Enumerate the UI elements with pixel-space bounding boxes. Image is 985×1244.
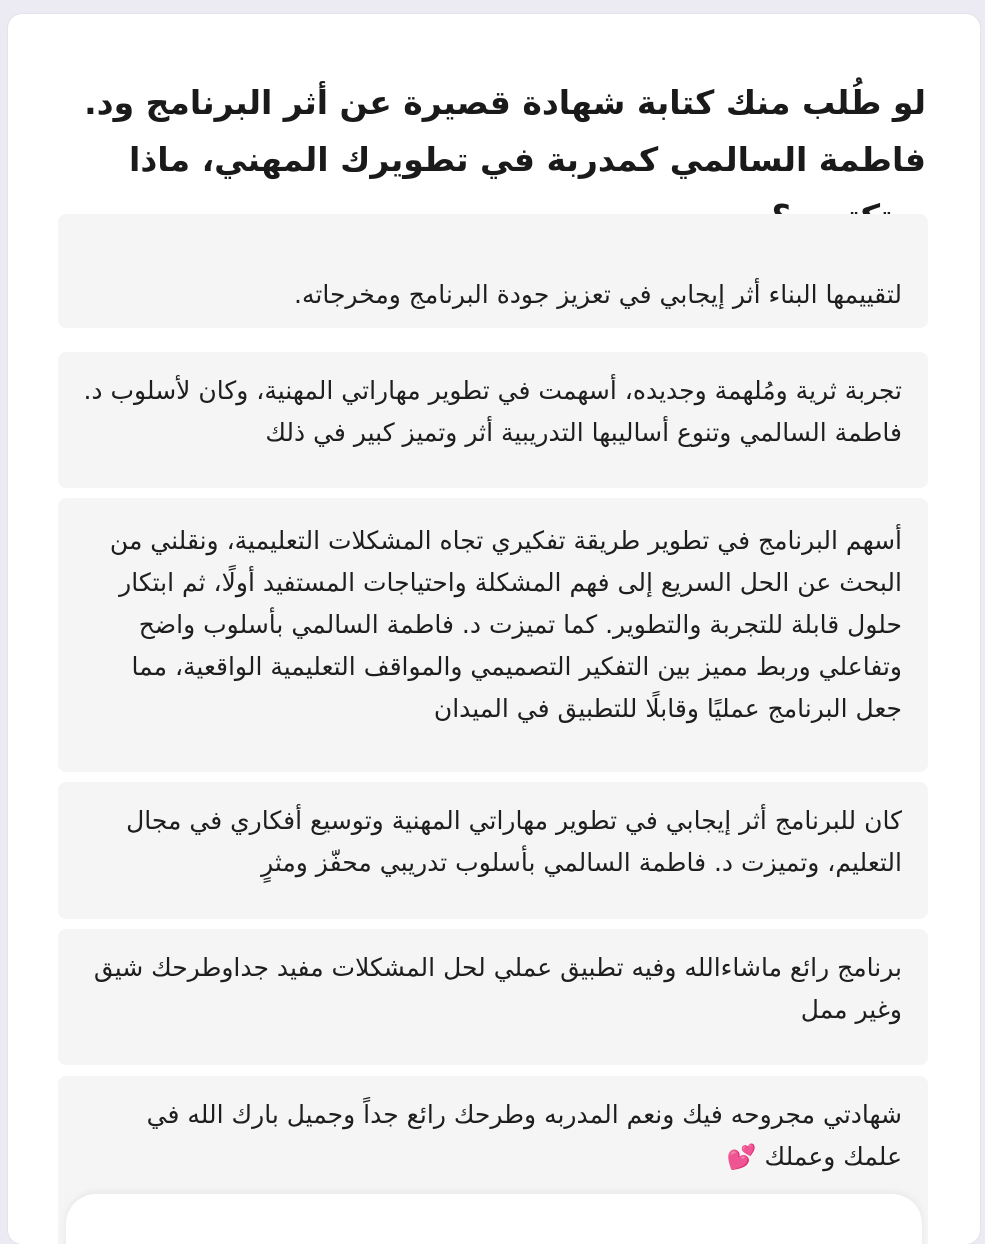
response-text: برنامج رائع ماشاءالله وفيه تطبيق عملي لحل المشكلات مفيد جداوطرحك شيق وغير ممل: [93, 953, 902, 1024]
response-text: تجربة ثرية ومُلهمة وجديده، أسهمت في تطوير مهاراتي المهنية، وكان لأسلوب د. فاطمة السالمي وتنوع أساليبها التدريبية أثر وتميز كبير في ذلك: [83, 376, 902, 447]
response-text: كان للبرنامج أثر إيجابي في تطوير مهاراتي المهنية وتوسيع أفكاري في مجال التعليم، وتميزت د. فاطمة السالمي بأسلوب تدريبي محفّز ومثرٍ: [126, 806, 902, 877]
response-text: لتقييمها البناء أثر إيجابي في تعزيز جودة البرنامج ومخرجاته.: [294, 280, 902, 309]
bottom-input-bar[interactable]: [66, 1194, 922, 1244]
response-item: [58, 782, 928, 919]
response-item: [58, 214, 928, 328]
question-card: [8, 14, 980, 1244]
hearts-emoji-icon: 💕: [726, 1143, 757, 1171]
response-item: [58, 929, 928, 1065]
question-title: لو طُلب منك كتابة شهادة قصيرة عن أثر البرنامج ود. فاطمة السالمي كمدربة في تطويرك المهني، ماذا: [84, 83, 926, 179]
response-text: أسهم البرنامج في تطوير طريقة تفكيري تجاه المشكلات التعليمية، ونقلني من البحث عن الحل السريع إلى فهم المشكلة واحتياجات المستفيد أولًا، ثم ابتكار حلول قابلة للتجربة والتطوير. كما تميزت د. فاطمة السالمي بأسلوب واضح وتفاعلي وربط مميز بين التفكير التصميمي والمواقف التعليمية الواقعية، مما جعل البرنامج عمليًا وقابلًا للتطبيق في الميدان: [109, 526, 902, 723]
response-item: [58, 352, 928, 488]
response-text: شهادتي مجروحه فيك ونعم المدربه وطرحك رائع جداً وجميل بارك الله في علمك وعملك: [146, 1100, 902, 1171]
response-item: [58, 498, 928, 772]
responses-list[interactable]: [8, 214, 980, 1244]
